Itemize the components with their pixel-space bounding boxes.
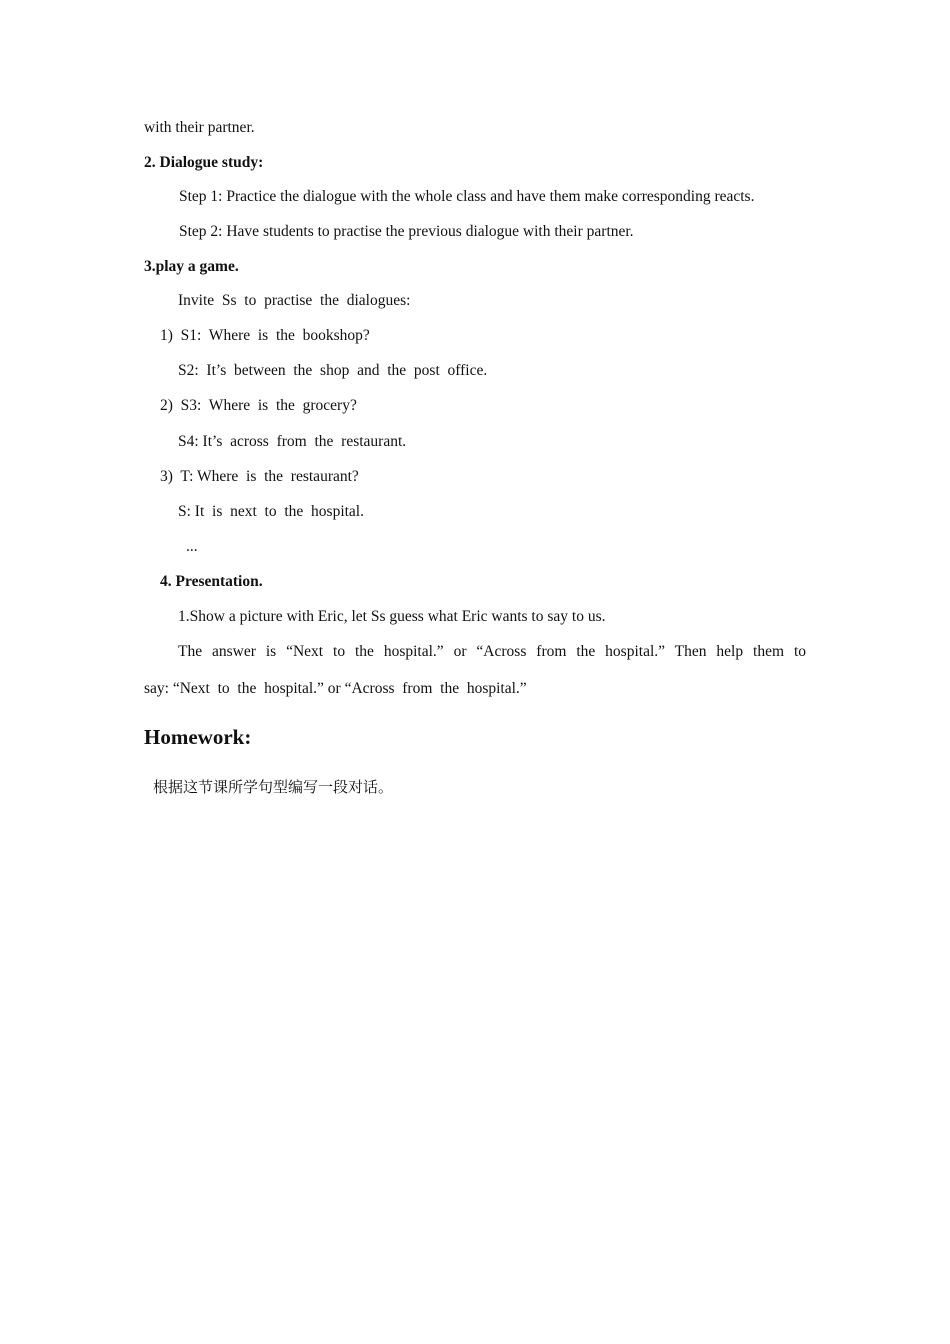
homework-text: 根据这节课所学句型编写一段对话。 [153, 778, 394, 796]
section-title-play-game: 3.play a game. [144, 258, 239, 275]
dialogue-1-question: 1) S1: Where is the bookshop? [160, 327, 370, 344]
game-intro-text: Invite Ss to practise the dialogues: [178, 292, 411, 309]
presentation-line-1: 1.Show a picture with Eric, let Ss guess what Eric wants to say to us. [178, 608, 606, 625]
presentation-line-2: The answer is “Next to the hospital.” or “Across from the hospital.” Then help them to [178, 643, 806, 660]
step-2-text: Step 2: Have students to practise the previous dialogue with their partner. [179, 223, 634, 240]
ellipsis-text: ... [186, 538, 198, 555]
dialogue-1-answer: S2: It’s between the shop and the post office. [178, 362, 488, 379]
section-title-presentation: 4. Presentation. [160, 573, 263, 590]
presentation-line-3: say: “Next to the hospital.” or “Across from the hospital.” [144, 680, 527, 697]
dialogue-2-answer: S4: It’s across from the restaurant. [178, 433, 407, 450]
text-line-partner: with their partner. [144, 119, 255, 136]
dialogue-2-question: 2) S3: Where is the grocery? [160, 397, 357, 414]
section-title-dialogue-study: 2. Dialogue study: [144, 154, 264, 171]
dialogue-3-question: 3) T: Where is the restaurant? [160, 468, 359, 485]
dialogue-3-answer: S: It is next to the hospital. [178, 503, 364, 520]
step-1-text: Step 1: Practice the dialogue with the whole class and have them make corresponding reacts. [179, 188, 755, 205]
homework-heading: Homework: [144, 725, 252, 749]
